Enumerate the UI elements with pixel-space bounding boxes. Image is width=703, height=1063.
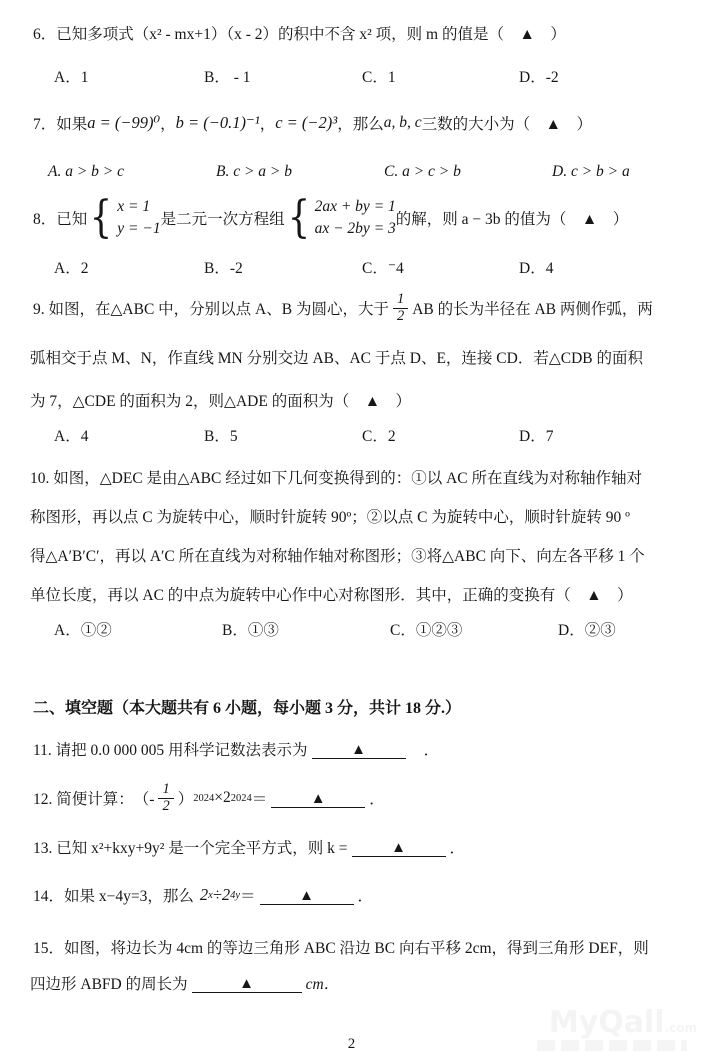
answer-blank [352,838,446,857]
q9-line1-pre: 9. 如图，在△ABC 中，分别以点 A、B 为圆心，大于 [33,301,389,319]
watermark-logo [548,1005,697,1040]
q7-formula-b: b = (−0.1)⁻¹ [175,113,260,132]
q11-period: ． [423,742,440,759]
left-brace-icon: { [287,192,310,244]
question-12 [33,782,385,815]
question-14 [33,884,373,906]
q14-exponent-1: x [208,889,213,901]
question-10-line4: 单位长度，再以 AC 的中点为旋转中心作中心对称图形．其中，正确的变换有（ ▲ ） [30,587,633,604]
q7-sep2: ， [259,116,276,133]
q7-vars: a, b, c [383,114,422,131]
q7-option-b: B. c > a > b [216,163,293,180]
left-brace-icon: { [90,192,113,244]
q6-option-c: C．1 [362,69,396,86]
question-6-options [54,65,559,87]
q14-equals: ＝ [240,888,256,905]
q8-system-1 [87,192,161,244]
q8-sys2-eq1: 2ax + by = 1 [314,198,396,215]
answer-mark: ▲ [391,839,406,856]
q14-stem: 14．如果 x−4y=3，那么 [33,888,194,905]
answer-blank [260,886,354,905]
q15-line2-pre: 四边形 ABFD 的周长为 [30,976,188,993]
q9-option-b: B．5 [204,428,238,445]
q14-divide-base: ÷2 [212,885,231,904]
question-9-options [54,424,553,446]
q8-option-b: B．-2 [204,260,243,277]
q12-close-paren: ） [177,791,194,809]
q8-option-c: C．⁻4 [362,260,404,277]
q9-line1-post: AB 的长为半径在 AB 两侧作弧，两 [412,301,653,319]
question-10-line3: 得△A′B′C′，再以 A′C 所在直线为对称轴作轴对称图形；③将△ABC 向下、向左各平移 1 个 [30,548,645,565]
q12-times-base: ×2 [214,789,231,807]
q11-stem: 11. 请把 0.0 000 005 用科学记数法表示为 [33,742,308,759]
q12-open-paren: （- [133,791,155,809]
q12-equals: ＝ [251,791,268,809]
q12-exponent-2: 2024 [230,792,252,804]
q10-option-d: D．②③ [558,622,616,639]
question-10-line2: 称图形，再以点 C 为旋转中心，顺时针旋转 90º；②以点 C 为旋转中心，顺时针旋转 90 º [30,509,630,526]
fraction-denominator: 2 [396,307,405,324]
question-8-stem [33,192,629,244]
question-15-line2 [30,972,339,994]
q9-option-c: C．2 [362,428,396,445]
q8-stem-pre: 8．已知 [33,211,88,229]
q7-stem-pre: 7．如果 [33,116,88,133]
fraction-one-half [393,292,408,325]
answer-blank [192,974,302,993]
q8-stem-post: 的解，则 a − 3b 的值为（ ▲ ） [395,211,629,229]
q8-stem-mid: 是二元一次方程组 [160,211,285,229]
q7-option-d: D. c > b > a [552,163,630,180]
q7-option-c: C. a > c > b [384,163,461,180]
question-6-stem: 6．已知多项式（x² - mx+1）（x - 2）的积中不含 x² 项，则 m 的值是（ ▲ ） [33,26,566,43]
q7-stem-mid: ，那么 [337,116,384,133]
watermark-text: MyQall [548,1005,665,1040]
question-7-stem [33,112,592,134]
q10-option-c: C．①②③ [390,622,463,639]
answer-blank [271,789,365,808]
q7-stem-post: 三数的大小为（ ▲ ） [421,116,592,133]
q12-stem: 12. 简便计算： [33,791,134,809]
q8-system-2 [285,192,396,244]
fraction-one-half [158,782,173,815]
question-15-line1: 15．如图，将边长为 4cm 的等边三角形 ABC 沿边 BC 向右平移 2cm，得到三角形 DEF，则 [33,940,649,957]
q7-option-a: A. a > b > c [48,163,125,180]
q6-option-a: A．1 [54,69,89,86]
question-9-line1 [33,292,653,325]
q8-sys1-eq1: x = 1 [117,198,151,215]
answer-mark: ▲ [310,790,326,807]
question-11 [33,738,439,760]
fraction-denominator: 2 [162,797,170,814]
q8-sys1-eq2: y = −1 [117,220,161,238]
question-9-line3: 为 7，△CDE 的面积为 2，则△ADE 的面积为（ ▲ ） [30,393,412,410]
q14-exponent-2: 4y [230,889,241,901]
question-7-options [48,163,630,181]
q8-option-d: D．4 [519,260,554,277]
q15-unit: cm． [305,976,340,993]
q12-period: ． [369,791,385,809]
q13-period: ． [449,840,466,857]
answer-mark: ▲ [351,741,366,758]
q14-base-1: 2 [199,885,209,904]
fraction-numerator: 1 [393,292,408,309]
section-2-header: 二、填空题（本大题共有 6 小题，每小题 3 分，共计 18 分.） [33,700,462,717]
q6-option-d: D．-2 [519,69,559,86]
q7-formula-a: a = (−99)⁰ [87,113,161,132]
q10-option-b: B．①③ [222,622,279,639]
q7-sep1: ， [160,116,176,133]
answer-blank [312,740,406,759]
q8-option-a: A．2 [54,260,89,277]
q13-stem: 13. 已知 x²+kxy+9y² 是一个完全平方式，则 k = [33,840,348,857]
q9-option-d: D．7 [519,428,554,445]
question-13 [33,836,465,858]
fraction-numerator: 1 [158,782,173,799]
q7-formula-c: c = (−2)³ [275,113,338,132]
question-8-options [54,256,553,278]
answer-mark: ▲ [299,887,314,904]
question-9-line2: 弧相交于点 M、N，作直线 MN 分别交边 AB、AC 于点 D、E，连接 CD．若△CDB 的面积 [30,350,644,367]
answer-mark: ▲ [239,975,255,992]
question-10-options [54,618,616,640]
q9-option-a: A．4 [54,428,89,445]
q6-option-b: B． - 1 [204,69,251,86]
q10-option-a: A．①② [54,622,112,639]
watermark-suffix: .com [664,1021,697,1035]
page-number: 2 [347,1036,356,1052]
q8-sys2-eq2: ax − 2by = 3 [314,220,396,238]
question-10-line1: 10. 如图，△DEC 是由△ABC 经过如下几何变换得到的：①以 AC 所在直线为对称轴作轴对 [30,470,642,487]
q12-exponent-1: 2024 [193,792,215,804]
q14-period: ． [357,888,374,905]
